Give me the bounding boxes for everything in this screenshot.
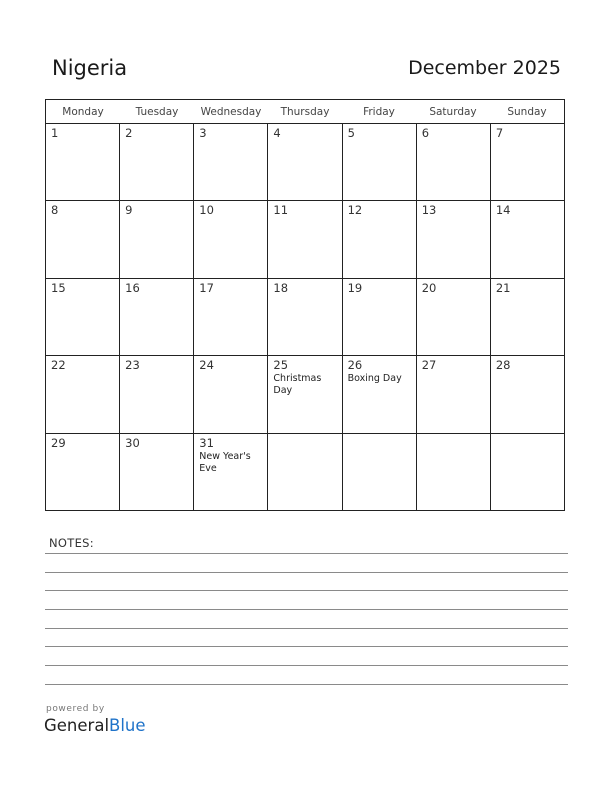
day-cell [194, 279, 268, 355]
day-number: 24 [199, 358, 214, 373]
day-cell [268, 434, 342, 510]
day-cell [120, 279, 194, 355]
day-cell [46, 434, 120, 510]
day-cell [343, 434, 417, 510]
weekday-saturday: Saturday [429, 106, 477, 118]
day-cell [343, 124, 417, 200]
day-cell [491, 201, 564, 277]
day-number: 7 [495, 126, 504, 140]
day-number: 22 [51, 358, 66, 373]
note-line [45, 572, 568, 573]
day-cell [120, 124, 194, 200]
day-number: 14 [495, 203, 511, 218]
day-cell [194, 201, 268, 277]
holiday-label: New Year's Eve [199, 450, 251, 474]
day-cell [120, 434, 194, 510]
weekday-tuesday: Tuesday [135, 106, 179, 118]
day-cell [343, 356, 417, 432]
day-cell [491, 124, 564, 200]
weekday-header-row [46, 100, 564, 124]
day-cell [343, 201, 417, 277]
day-number: 17 [199, 280, 214, 295]
day-cell [46, 279, 120, 355]
note-line [45, 684, 568, 685]
day-number: 3 [199, 126, 207, 140]
day-cell [268, 201, 342, 277]
calendar-grid [45, 99, 565, 511]
day-cell [46, 124, 120, 200]
day-number: 9 [125, 203, 133, 218]
day-cell [194, 124, 268, 200]
note-line [45, 665, 568, 666]
day-number: 10 [199, 203, 214, 218]
day-number: 26 [347, 358, 363, 373]
day-cell [268, 279, 342, 355]
week-row [46, 279, 564, 356]
day-number: 25 [273, 358, 289, 373]
day-cell [194, 356, 268, 432]
holiday-label: Christmas Day [273, 373, 322, 397]
day-cell [120, 201, 194, 277]
week-row [46, 434, 564, 510]
note-line [45, 646, 568, 647]
day-number: 4 [273, 126, 281, 140]
day-cell [46, 356, 120, 432]
day-cell [417, 279, 491, 355]
day-number: 19 [347, 280, 363, 295]
brand-general: General [44, 716, 110, 735]
note-line [45, 590, 568, 591]
day-number: 5 [347, 126, 355, 140]
week-row [46, 356, 564, 433]
week-row [46, 124, 564, 201]
weekday-thursday: Thursday [280, 106, 330, 118]
day-number: 20 [421, 280, 437, 295]
day-cell [120, 356, 194, 432]
day-cell [491, 356, 564, 432]
day-cell [417, 434, 491, 510]
day-number: 2 [125, 126, 133, 140]
day-number: 29 [51, 435, 66, 450]
weekday-wednesday: Wednesday [200, 106, 262, 118]
day-number: 6 [421, 126, 430, 140]
day-number: 23 [125, 358, 140, 373]
day-number: 12 [347, 203, 363, 218]
weekday-friday: Friday [363, 106, 395, 118]
day-cell [194, 434, 268, 510]
month-year-title: December 2025 [408, 57, 561, 79]
day-number: 31 [199, 435, 214, 450]
day-cell [491, 279, 564, 355]
day-cell [417, 124, 491, 200]
day-number: 8 [51, 203, 59, 218]
day-number: 18 [273, 280, 289, 295]
day-number: 21 [495, 280, 511, 295]
powered-by-text: powered by [46, 704, 105, 714]
day-number: 1 [51, 126, 59, 140]
week-row [46, 201, 564, 278]
day-number: 16 [125, 280, 140, 295]
weekday-monday: Monday [62, 106, 104, 118]
day-cell [343, 279, 417, 355]
holiday-label: Boxing Day [347, 373, 402, 385]
day-cell [417, 201, 491, 277]
day-number: 28 [495, 358, 511, 373]
notes-label: NOTES: [49, 536, 94, 550]
country-title: Nigeria [52, 56, 128, 80]
calendar-weeks [46, 124, 564, 510]
day-cell [268, 356, 342, 432]
brand-logo [44, 716, 146, 735]
day-cell [268, 124, 342, 200]
day-number: 27 [421, 358, 437, 373]
day-number: 30 [125, 435, 140, 450]
day-number: 11 [273, 203, 289, 218]
note-line [45, 609, 568, 610]
day-number: 15 [51, 280, 66, 295]
brand-blue: Blue [109, 716, 146, 735]
day-cell [46, 201, 120, 277]
weekday-sunday: Sunday [507, 106, 547, 118]
day-number: 13 [421, 203, 437, 218]
day-cell [417, 356, 491, 432]
note-line [45, 628, 568, 629]
note-line [45, 553, 568, 554]
day-cell [491, 434, 564, 510]
